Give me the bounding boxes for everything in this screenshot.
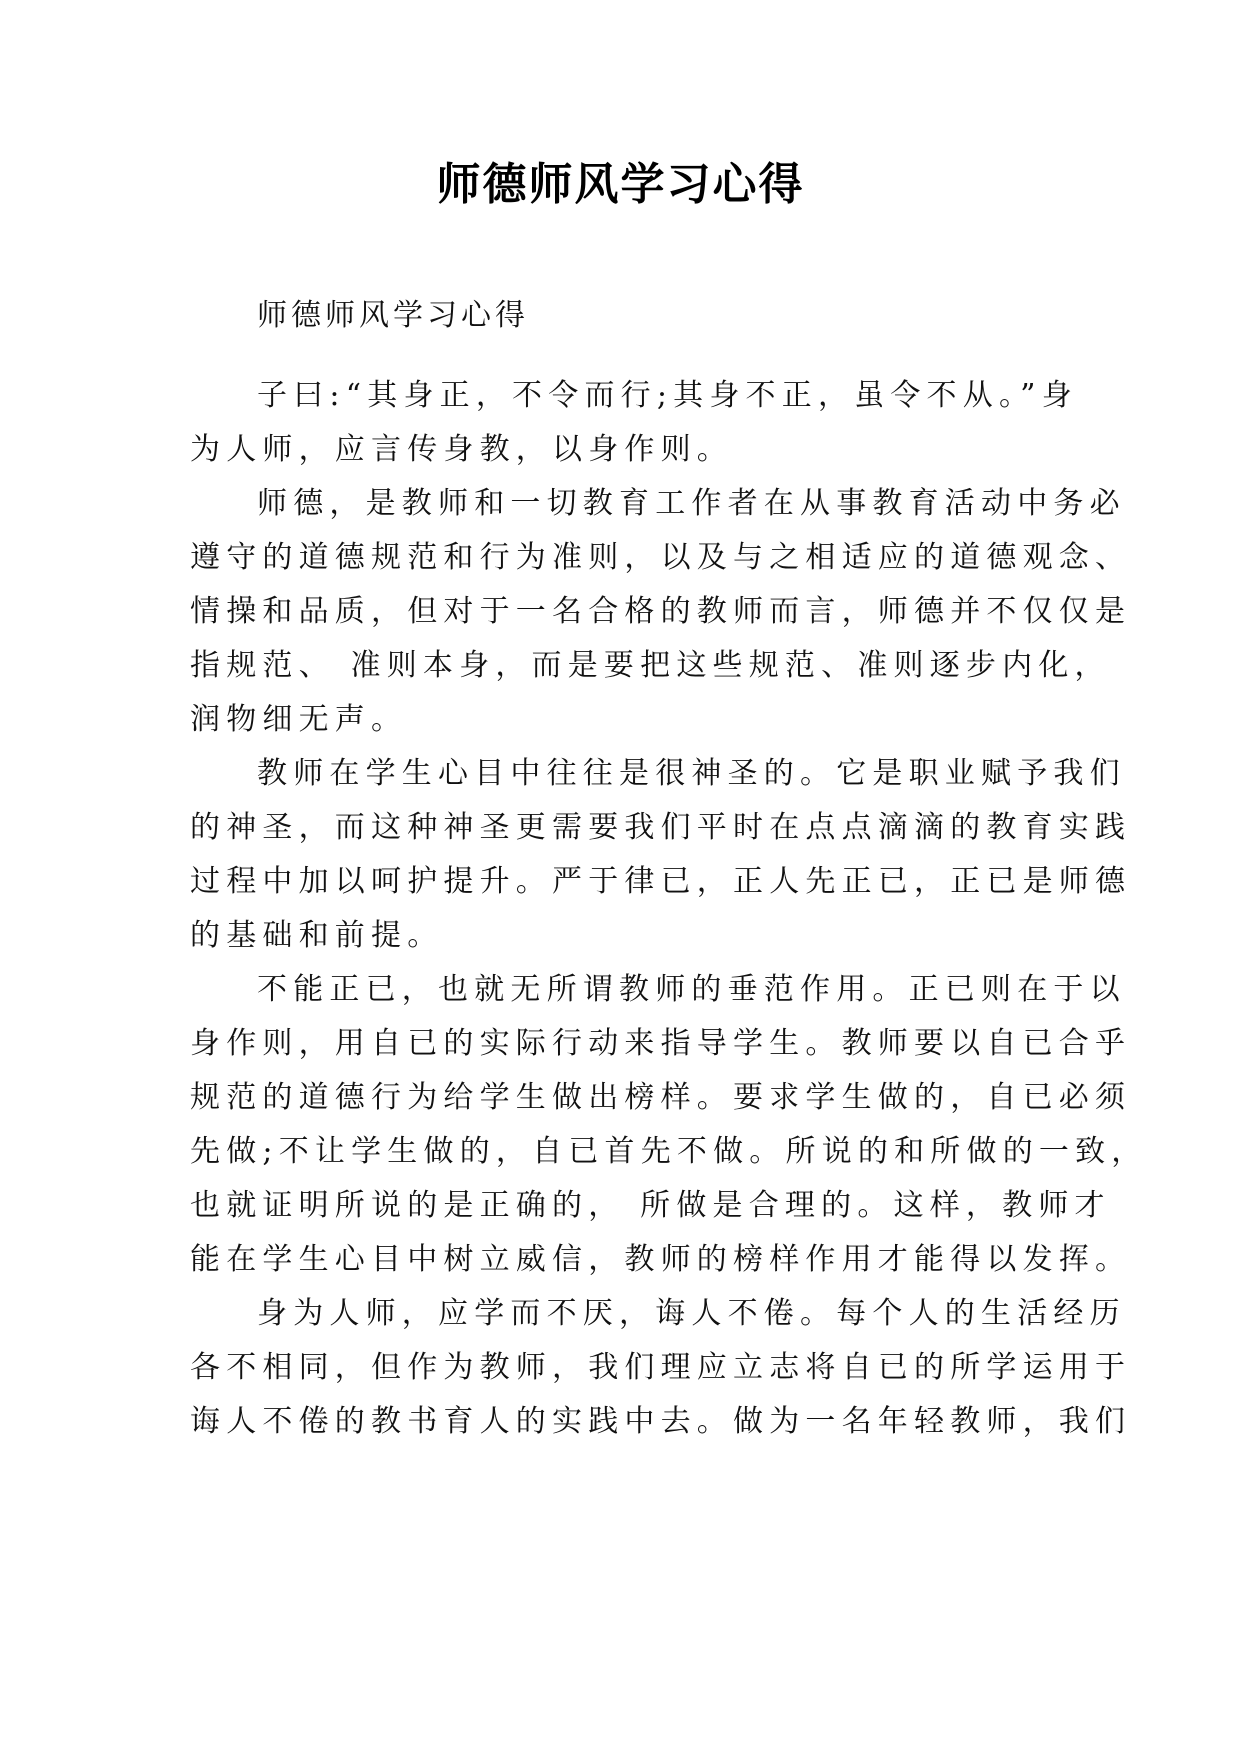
paragraph-line: 子曰:“其身正，不令而行;其身不正，虽令不从。”身 (257, 378, 1078, 413)
paragraph-line: 为人师，应言传身教，以身作则。 (190, 432, 733, 467)
paragraph-line: 的神圣，而这种神圣更需要我们平时在点点滴滴的教育实践 (190, 810, 1132, 845)
paragraph-line: 遵守的道德规范和行为准则，以及与之相适应的道德观念、 (190, 540, 1132, 575)
paragraph-line: 情操和品质，但对于一名合格的教师而言，师德并不仅仅是 (190, 594, 1132, 629)
paragraph-line: 身为人师，应学而不厌，诲人不倦。每个人的生活经历 (257, 1296, 1126, 1331)
paragraph-line: 指规范、 准则本身，而是要把这些规范、准则逐步内化， (190, 648, 1111, 683)
document-subtitle: 师德师风学习心得 (257, 298, 529, 333)
paragraph-line: 规范的道德行为给学生做出榜样。要求学生做的，自已必须 (190, 1080, 1132, 1115)
paragraph-line: 先做;不让学生做的，自已首先不做。所说的和所做的一致， (190, 1134, 1148, 1169)
paragraph-line: 诲人不倦的教书育人的实践中去。做为一名年轻教师，我们 (190, 1404, 1132, 1439)
paragraph-line: 也就证明所说的是正确的， 所做是合理的。这样，教师才 (190, 1188, 1111, 1223)
document-title: 师德师风学习心得 (436, 159, 805, 210)
paragraph-line: 过程中加以呵护提升。严于律已，正人先正已，正已是师德 (190, 864, 1132, 899)
paragraph-line: 教师在学生心目中往往是很神圣的。它是职业赋予我们 (257, 756, 1126, 791)
paragraph-line: 不能正已，也就无所谓教师的垂范作用。正已则在于以 (257, 972, 1126, 1007)
paragraph-line: 师德，是教师和一切教育工作者在从事教育活动中务必 (257, 486, 1126, 521)
paragraph-line: 的基础和前提。 (190, 918, 444, 953)
paragraph-line: 润物细无声。 (190, 702, 408, 737)
paragraph-line: 身作则，用自已的实际行动来指导学生。教师要以自已合乎 (190, 1026, 1132, 1061)
paragraph-line: 能在学生心目中树立威信，教师的榜样作用才能得以发挥。 (190, 1242, 1132, 1277)
paragraph-line: 各不相同，但作为教师，我们理应立志将自已的所学运用于 (190, 1350, 1132, 1385)
